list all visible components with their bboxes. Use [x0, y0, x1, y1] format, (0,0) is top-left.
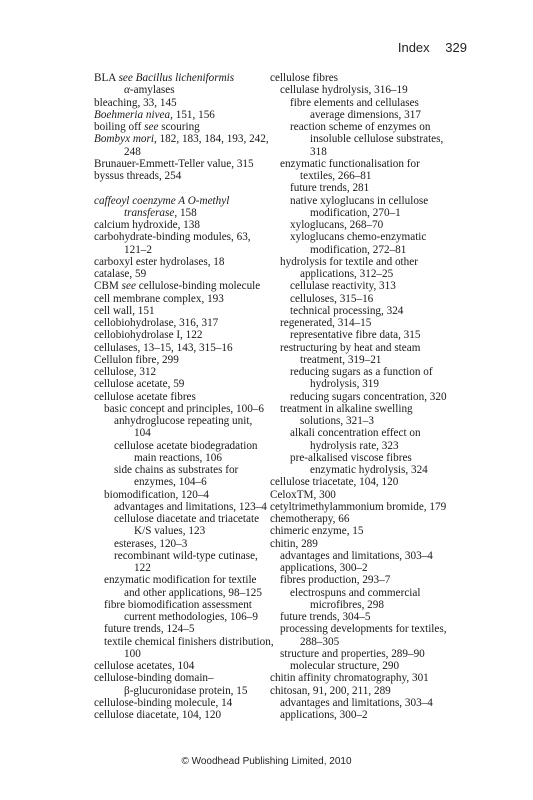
- index-entry: [94, 109, 264, 121]
- index-entry-text: reducing sugars concentration, 320: [290, 390, 447, 403]
- index-entry-text: cellobiohydrolase, 316, 317: [94, 317, 219, 329]
- index-entry-text: fibre elements and cellulases: [290, 96, 419, 109]
- index-entry-text: electrospuns and commercial: [290, 586, 421, 599]
- index-entry-text: anhydroglucose repeating unit,: [114, 415, 253, 427]
- index-entry-text: , 158: [174, 206, 197, 219]
- index-entry-text: BLA: [94, 72, 119, 84]
- index-entry-text: chitin, 289: [270, 537, 318, 550]
- index-entry-text: advantages and limitations, 303–4: [280, 549, 433, 562]
- index-entry-text: cell wall, 151: [94, 304, 155, 317]
- index-entry: [270, 170, 470, 182]
- index-entry-text: xyloglucans, 268–70: [290, 219, 384, 231]
- index-entry-text: textile chemical finishers distribution,: [104, 635, 274, 648]
- index-entry-text: 318: [310, 145, 327, 158]
- index-entry-text: enzymatic hydrolysis, 324: [310, 464, 428, 476]
- index-entry-text: restructuring by heat and steam: [280, 341, 421, 354]
- index-entry-text: enzymatic modification for textile: [104, 574, 257, 587]
- index-entry: [94, 415, 264, 427]
- index-entry: [270, 562, 470, 574]
- index-entry: [94, 685, 264, 697]
- index-entry-text: CBM: [94, 280, 122, 293]
- index-entry: [94, 366, 264, 378]
- index-entry-italic: caffeoyl coenzyme A O-methyl: [94, 194, 230, 207]
- index-entry-italic: see: [144, 121, 159, 133]
- index-entry-text: recombinant wild-type cutinase,: [114, 549, 258, 562]
- index-entry-text: enzymes, 104–6: [134, 476, 207, 489]
- index-entry: [94, 121, 264, 133]
- index-entry: [270, 550, 470, 562]
- index-entry: [94, 133, 269, 146]
- index-entry-italic: Bombyx mori: [94, 133, 154, 146]
- index-entry-text: future trends, 124–5: [104, 623, 195, 636]
- index-entry-text: catalase, 59: [94, 268, 147, 280]
- index-entry-text: biomodification, 120–4: [104, 488, 210, 501]
- index-entry-text: byssus threads, 254: [94, 170, 182, 182]
- index-entry-text: fibre biomodification assessment: [104, 598, 252, 611]
- index-entry-italic: see: [121, 280, 136, 293]
- index-entry: [270, 219, 470, 231]
- index-entry-text: boiling off: [94, 121, 145, 133]
- index-entry-text: cellulase hydrolysis, 316–19: [280, 84, 408, 97]
- index-entry-text: cellulase reactivity, 313: [290, 280, 396, 293]
- index-entry: [94, 574, 264, 586]
- section-title: Index: [397, 40, 430, 55]
- index-entry: [270, 158, 470, 170]
- index-entry: [270, 244, 470, 256]
- index-entry: [270, 574, 470, 586]
- index-entry-text: advantages and limitations, 303–4: [280, 696, 433, 709]
- index-entry: [270, 317, 470, 329]
- index-entry-text: , 182, 183, 184, 193, 242,: [153, 133, 269, 146]
- index-entry-text: chemotherapy, 66: [270, 513, 350, 525]
- index-entry-text: 121–2: [124, 243, 152, 256]
- index-entry: [270, 660, 470, 672]
- index-entry: [270, 121, 470, 133]
- index-entry-text: chitosan, 91, 200, 211, 289: [270, 684, 391, 697]
- copyright-footer: © Woodhead Publishing Limited, 2010: [181, 756, 352, 767]
- index-entry-italic: α: [124, 84, 130, 97]
- index-entry: [270, 525, 470, 537]
- index-entry-text: cellulose acetate, 59: [94, 378, 185, 391]
- index-entry: [94, 427, 264, 439]
- index-entry: [270, 195, 470, 207]
- index-entry: [270, 207, 470, 219]
- index-entry-text: 100: [124, 647, 141, 660]
- index-entry-text: reducing sugars as a function of: [290, 366, 433, 378]
- index-entry: [270, 133, 470, 145]
- index-entry-text: cellulose diacetate and triacetate: [114, 513, 260, 525]
- index-entry-text: calcium hydroxide, 138: [94, 219, 200, 231]
- index-entry: [94, 158, 264, 170]
- index-entry: [94, 146, 264, 158]
- index-entry-text: Cellulon fibre, 299: [94, 353, 179, 366]
- index-entry-text: esterases, 120–3: [114, 537, 188, 550]
- index-entry-text: 248: [124, 145, 141, 158]
- index-entry-text: hydrolysis for textile and other: [280, 255, 418, 268]
- index-entry: [94, 305, 264, 317]
- index-entry: [270, 366, 470, 378]
- index-entry-text: xyloglucans chemo-enzymatic: [290, 231, 427, 244]
- index-entry: [270, 440, 470, 452]
- index-entry-text: cetyltrimethylammonium bromide, 179: [270, 500, 447, 513]
- index-entry: [94, 72, 264, 84]
- index-entry-text: cellulose diacetate, 104, 120: [94, 709, 222, 721]
- index-entry-text: β-glucuronidase protein, 15: [124, 684, 248, 697]
- index-entry-text: molecular structure, 290: [290, 660, 400, 672]
- index-entry-text: , 151, 156: [170, 108, 215, 121]
- index-entry: [94, 231, 264, 243]
- index-entry: [94, 476, 264, 488]
- index-entry-text: alkali concentration effect on: [290, 427, 421, 440]
- index-entry-text: cellulose-binding molecule, 14: [94, 696, 233, 709]
- index-entry-text: -amylases: [129, 84, 175, 97]
- index-entry-text: chimeric enzyme, 15: [270, 525, 364, 538]
- index-entry-text: cellulose triacetate, 104, 120: [270, 476, 399, 489]
- index-entry: [94, 599, 264, 611]
- index-entry: [270, 72, 470, 84]
- index-entry: [94, 391, 264, 403]
- page-number: 329: [445, 40, 467, 55]
- index-entry: [270, 293, 470, 305]
- index-entry: [270, 256, 470, 268]
- index-entry: [94, 550, 264, 562]
- index-entry: [270, 513, 470, 525]
- index-entry: [270, 146, 470, 158]
- index-entry: [94, 317, 264, 329]
- index-entry: [94, 403, 264, 415]
- index-entry-text: celluloses, 315–16: [290, 292, 374, 305]
- index-entry: [94, 464, 264, 476]
- index-entry: [270, 342, 470, 354]
- index-entry: [270, 109, 470, 121]
- index-entry: [270, 672, 470, 684]
- index-entry-text: and other applications, 98–125: [124, 586, 262, 599]
- index-entry-text: applications, 300–2: [280, 709, 368, 721]
- index-entry: [94, 268, 264, 280]
- index-entry-text: 122: [134, 562, 151, 574]
- index-entry-text: cellulose acetate fibres: [94, 390, 196, 403]
- index-entry-text: solutions, 321–3: [300, 415, 374, 427]
- running-header: [398, 40, 467, 55]
- index-entry-text: main reactions, 106: [134, 451, 222, 464]
- index-entry-text: future trends, 304–5: [280, 611, 371, 623]
- index-entry: [270, 538, 470, 550]
- index-entry: [270, 452, 470, 464]
- index-entry-text: modification, 270–1: [310, 206, 401, 219]
- index-entry-text: fibres production, 293–7: [280, 574, 391, 587]
- index-entry: [94, 562, 264, 574]
- index-entry-text: applications, 300–2: [280, 562, 368, 574]
- index-entry-text: regenerated, 314–15: [280, 317, 372, 329]
- index-entry-text: carboxyl ester hydrolases, 18: [94, 255, 225, 268]
- index-entry: [94, 329, 264, 341]
- index-entry: [270, 415, 470, 427]
- index-entry-text: cellulose acetate biodegradation: [114, 439, 258, 452]
- index-entry: [270, 587, 470, 599]
- index-entry-text: 104: [134, 427, 151, 440]
- index-entry-text: basic concept and principles, 100–6: [104, 402, 264, 415]
- index-entry-text: advantages and limitations, 123–4: [114, 500, 267, 513]
- index-entry: [94, 97, 264, 109]
- index-entry-text: cellulose, 312: [94, 366, 157, 378]
- index-column-left: [94, 72, 274, 721]
- index-entry-text: representative fibre data, 315: [290, 329, 421, 342]
- index-entry-text: applications, 312–25: [300, 268, 394, 280]
- index-entry-text: cellulose fibres: [270, 72, 339, 84]
- index-entry-text: hydrolysis rate, 323: [310, 439, 399, 452]
- index-entry-text: future trends, 281: [290, 182, 370, 195]
- index-entry: [270, 329, 470, 341]
- index-entry: [94, 648, 264, 660]
- index-entry: [94, 500, 267, 513]
- index-entry: [94, 207, 264, 219]
- index-entry: [94, 538, 264, 550]
- index-entry: [270, 697, 470, 709]
- index-entry: [94, 513, 264, 525]
- index-entry: [270, 84, 470, 96]
- index-entry-text: treatment in alkaline swelling: [280, 402, 413, 415]
- index-entry: [94, 697, 264, 709]
- index-entry-text: microfibres, 298: [310, 598, 384, 611]
- index-entry-italic: transferase: [124, 206, 175, 219]
- index-entry-text: treatment, 319–21: [300, 353, 382, 366]
- index-entry-text: K/S values, 123: [134, 525, 206, 538]
- index-entry: [94, 354, 264, 366]
- index-entry: [270, 280, 470, 292]
- index-entry-text: pre-alkalised viscose fibres: [290, 451, 412, 464]
- index-entry-text: technical processing, 324: [290, 304, 404, 317]
- index-entry-text: average dimensions, 317: [310, 108, 421, 121]
- index-entry: [270, 97, 470, 109]
- index-entry-text: enzymatic functionalisation for: [280, 157, 420, 170]
- index-entry: [270, 464, 470, 476]
- index-entry: [94, 660, 264, 672]
- index-entry: [270, 231, 470, 243]
- index-entry-text: modification, 272–81: [310, 243, 407, 256]
- index-entry-text: cell membrane complex, 193: [94, 292, 224, 305]
- index-entry: [94, 709, 264, 721]
- index-entry: [94, 452, 264, 464]
- index-entry-text: cellulose-binding molecule: [135, 280, 261, 293]
- index-entry: [270, 636, 470, 648]
- index-entry: [94, 342, 264, 354]
- index-entry-text: processing developments for textiles,: [280, 623, 447, 636]
- index-entry: [270, 182, 470, 194]
- index-entry-text: textiles, 266–81: [300, 170, 372, 182]
- index-entry-text: carbohydrate-binding modules, 63,: [94, 231, 251, 244]
- index-entry: [94, 635, 274, 648]
- index-column-right: [270, 72, 470, 721]
- index-entry: [270, 403, 470, 415]
- index-entry: [94, 84, 264, 96]
- index-entry-text: reaction scheme of enzymes on: [290, 121, 431, 133]
- index-entry: [270, 599, 470, 611]
- index-entry: [270, 648, 470, 660]
- index-entry-text: cellulose acetates, 104: [94, 660, 195, 672]
- index-entry: [270, 305, 470, 317]
- index-entry: [270, 623, 470, 635]
- index-entry: [270, 611, 470, 623]
- index-entry-text: side chains as substrates for: [114, 464, 239, 476]
- index-entry: [94, 256, 264, 268]
- index-entry: [94, 195, 264, 207]
- index-entry: [94, 672, 264, 684]
- index-entry: [94, 280, 264, 292]
- index-entry: [94, 378, 264, 390]
- index-entry-text: cellulose-binding domain–: [94, 672, 214, 685]
- index-entry: [270, 489, 470, 501]
- index-entry: [270, 427, 470, 439]
- index-entry-text: hydrolysis, 319: [310, 378, 379, 391]
- index-entry-text: cellobiohydrolase I, 122: [94, 329, 203, 342]
- index-entry-italic: Boehmeria nivea: [94, 108, 171, 121]
- index-entry: [270, 476, 470, 488]
- index-entry-text: bleaching, 33, 145: [94, 96, 177, 109]
- index-entry: [270, 268, 470, 280]
- index-entry: [270, 354, 470, 366]
- index-entry-text: 288–305: [300, 635, 340, 648]
- index-entry-text: native xyloglucans in cellulose: [290, 194, 429, 207]
- index-letter-gap: [94, 182, 264, 194]
- index-entry-text: scouring: [158, 121, 200, 133]
- index-entry-text: chitin affinity chromatography, 301: [270, 672, 429, 685]
- index-entry: [94, 293, 264, 305]
- index-entry-text: cellulases, 13–15, 143, 315–16: [94, 341, 233, 354]
- index-entry-italic: see Bacillus licheniformis: [118, 72, 235, 84]
- index-entry: [94, 489, 264, 501]
- index-entry: [94, 219, 264, 231]
- index-entry: [270, 709, 470, 721]
- index-entry: [94, 587, 264, 599]
- index-entry: [94, 623, 264, 635]
- index-entry: [94, 244, 264, 256]
- index-entry: [270, 378, 470, 390]
- index-entry: [94, 440, 264, 452]
- index-entry-text: current methodologies, 106–9: [124, 611, 258, 623]
- index-entry: [94, 611, 264, 623]
- index-entry: [94, 525, 264, 537]
- index-entry-text: structure and properties, 289–90: [280, 647, 425, 660]
- index-entry-text: CeloxTM, 300: [270, 488, 336, 501]
- index-entry: [94, 170, 264, 182]
- index-entry-text: insoluble cellulose substrates,: [310, 133, 444, 146]
- index-entry: [270, 685, 470, 697]
- index-entry: [270, 391, 470, 403]
- index-entry-text: Brunauer-Emmett-Teller value, 315: [94, 157, 254, 170]
- index-entry: [270, 501, 470, 513]
